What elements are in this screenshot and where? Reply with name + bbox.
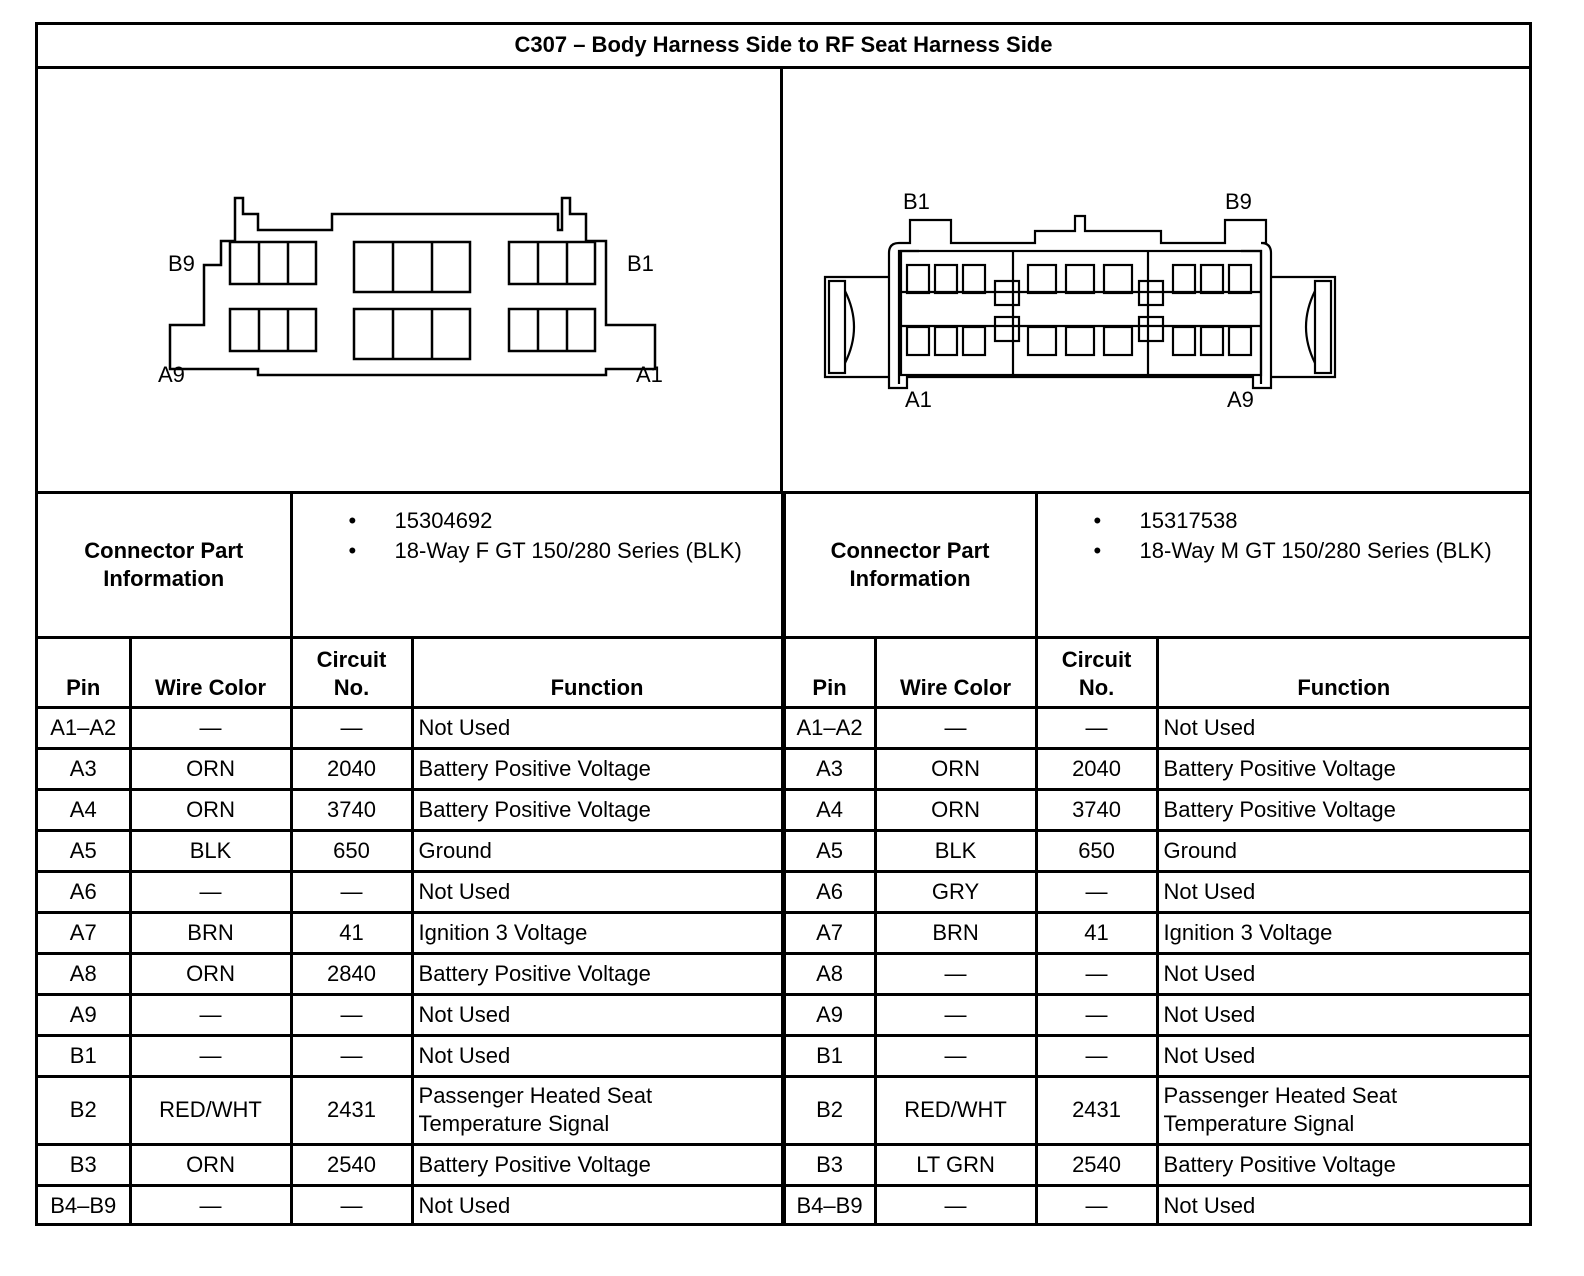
wire-color-cell: — [130, 871, 291, 912]
function-cell: Not Used [1157, 953, 1529, 994]
wire-color-cell: ORN [130, 953, 291, 994]
circuit-cell: 2540 [291, 1144, 412, 1185]
wire-color-cell: ORN [130, 1144, 291, 1185]
pin-cell: B3 [38, 1144, 130, 1185]
pin-cell: A5 [783, 830, 875, 871]
left-part-info [291, 494, 783, 637]
pin-cell: A1–A2 [38, 707, 130, 748]
right-part-info [1036, 494, 1529, 637]
column-header-row [38, 637, 1529, 707]
circuit-cell: 2431 [1036, 1076, 1157, 1144]
table-row [38, 1185, 1529, 1226]
pin-label-bottom-right: A1 [636, 362, 663, 387]
header-function: Function [1157, 637, 1529, 707]
function-cell: Ignition 3 Voltage [1157, 912, 1529, 953]
function-cell: Not Used [1157, 707, 1529, 748]
pin-cell: A9 [783, 994, 875, 1035]
pin-cell: A4 [783, 789, 875, 830]
pin-cell: A5 [38, 830, 130, 871]
wire-color-cell: ORN [130, 748, 291, 789]
function-cell: Ground [412, 830, 783, 871]
pin-cell: A7 [38, 912, 130, 953]
pinout-sheet [35, 22, 1532, 1226]
header-circuit: Circuit No. [1036, 637, 1157, 707]
circuit-cell: 2040 [1036, 748, 1157, 789]
wire-color-cell: ORN [875, 748, 1036, 789]
sheet-title: C307 – Body Harness Side to RF Seat Harness Side [38, 25, 1529, 69]
function-cell: Battery Positive Voltage [412, 1144, 783, 1185]
header-pin: Pin [783, 637, 875, 707]
right-cpi-label: Connector Part Information [783, 494, 1036, 637]
table-row [38, 748, 1529, 789]
pinout-table [38, 494, 1529, 1226]
circuit-cell: — [291, 871, 412, 912]
pin-label-top-left: B9 [168, 251, 195, 276]
pin-cell: A7 [783, 912, 875, 953]
wire-color-cell: — [130, 1185, 291, 1226]
function-cell: Not Used [412, 871, 783, 912]
table-row [38, 871, 1529, 912]
function-cell: Not Used [412, 1035, 783, 1076]
function-cell: Not Used [1157, 1185, 1529, 1226]
pin-label-bottom-left: A1 [905, 387, 932, 412]
circuit-cell: 2540 [1036, 1144, 1157, 1185]
circuit-cell: — [1036, 1035, 1157, 1076]
pin-cell: A1–A2 [783, 707, 875, 748]
circuit-cell: 2040 [291, 748, 412, 789]
circuit-cell: 2431 [291, 1076, 412, 1144]
pin-cell: B2 [38, 1076, 130, 1144]
pin-cell: A6 [783, 871, 875, 912]
wire-color-cell: — [130, 994, 291, 1035]
circuit-cell: — [291, 994, 412, 1035]
pin-cell: A8 [783, 953, 875, 994]
function-cell: Ignition 3 Voltage [412, 912, 783, 953]
pin-cell: B4–B9 [783, 1185, 875, 1226]
pin-cell: B3 [783, 1144, 875, 1185]
pin-cell: B1 [783, 1035, 875, 1076]
circuit-cell: 3740 [1036, 789, 1157, 830]
connector-part-info-row [38, 494, 1529, 637]
pin-cell: A6 [38, 871, 130, 912]
table-row [38, 707, 1529, 748]
circuit-cell: — [1036, 953, 1157, 994]
circuit-cell: — [1036, 994, 1157, 1035]
function-cell: Not Used [412, 1185, 783, 1226]
header-wire-color: Wire Color [875, 637, 1036, 707]
left-connector-diagram [38, 69, 783, 491]
function-cell: Battery Positive Voltage [1157, 1144, 1529, 1185]
pin-cell: A9 [38, 994, 130, 1035]
wire-color-cell: GRY [875, 871, 1036, 912]
circuit-cell: — [291, 1035, 412, 1076]
pin-label-top-left: B1 [903, 189, 930, 214]
function-cell: Battery Positive Voltage [1157, 748, 1529, 789]
header-function: Function [412, 637, 783, 707]
table-row [38, 953, 1529, 994]
function-cell: Battery Positive Voltage [412, 953, 783, 994]
circuit-cell: 650 [1036, 830, 1157, 871]
pin-label-top-right: B1 [627, 251, 654, 276]
circuit-cell: — [1036, 871, 1157, 912]
male-connector-face-drawing [783, 69, 1529, 494]
table-row [38, 1144, 1529, 1185]
function-cell: Not Used [412, 707, 783, 748]
female-connector-face-drawing [38, 69, 783, 494]
function-cell: Battery Positive Voltage [412, 789, 783, 830]
wire-color-cell: — [875, 953, 1036, 994]
circuit-cell: 2840 [291, 953, 412, 994]
pin-cell: A3 [38, 748, 130, 789]
function-cell: Not Used [1157, 994, 1529, 1035]
wire-color-cell: BRN [875, 912, 1036, 953]
wire-color-cell: — [130, 1035, 291, 1076]
wire-color-cell: RED/WHT [130, 1076, 291, 1144]
pin-cell: B1 [38, 1035, 130, 1076]
wire-color-cell: — [875, 994, 1036, 1035]
circuit-cell: — [1036, 707, 1157, 748]
circuit-cell: 3740 [291, 789, 412, 830]
left-part-number: • 15304692 [395, 506, 775, 536]
wire-color-cell: BRN [130, 912, 291, 953]
right-part-number: • 15317538 [1140, 506, 1524, 536]
function-cell: Ground [1157, 830, 1529, 871]
pin-label-bottom-right: A9 [1227, 387, 1254, 412]
pin-label-bottom-left: A9 [158, 362, 185, 387]
pin-cell: A3 [783, 748, 875, 789]
header-circuit: Circuit No. [291, 637, 412, 707]
wire-color-cell: — [875, 707, 1036, 748]
wire-color-cell: ORN [875, 789, 1036, 830]
circuit-cell: 41 [1036, 912, 1157, 953]
function-cell: Not Used [1157, 871, 1529, 912]
right-connector-diagram [783, 69, 1529, 491]
left-cpi-label: Connector Part Information [38, 494, 291, 637]
wire-color-cell: RED/WHT [875, 1076, 1036, 1144]
right-part-description: • 18-Way M GT 150/280 Series (BLK) [1140, 536, 1524, 566]
circuit-cell: 650 [291, 830, 412, 871]
header-pin: Pin [38, 637, 130, 707]
table-row [38, 994, 1529, 1035]
pin-label-top-right: B9 [1225, 189, 1252, 214]
function-cell: Not Used [412, 994, 783, 1035]
wire-color-cell: — [875, 1185, 1036, 1226]
circuit-cell: 41 [291, 912, 412, 953]
circuit-cell: — [291, 1185, 412, 1226]
function-cell: Battery Positive Voltage [1157, 789, 1529, 830]
table-row [38, 912, 1529, 953]
function-cell: Passenger Heated Seat Temperature Signal [412, 1076, 783, 1144]
wire-color-cell: BLK [875, 830, 1036, 871]
connector-diagrams [38, 69, 1529, 494]
pin-cell: A4 [38, 789, 130, 830]
table-row [38, 1076, 1529, 1144]
function-cell: Not Used [1157, 1035, 1529, 1076]
table-row [38, 789, 1529, 830]
wire-color-cell: LT GRN [875, 1144, 1036, 1185]
wire-color-cell: ORN [130, 789, 291, 830]
wire-color-cell: — [875, 1035, 1036, 1076]
circuit-cell: — [1036, 1185, 1157, 1226]
pin-cell: B4–B9 [38, 1185, 130, 1226]
table-row [38, 1035, 1529, 1076]
function-cell: Battery Positive Voltage [412, 748, 783, 789]
left-part-description: • 18-Way F GT 150/280 Series (BLK) [395, 536, 775, 566]
table-row [38, 830, 1529, 871]
pin-cell: B2 [783, 1076, 875, 1144]
wire-color-cell: BLK [130, 830, 291, 871]
circuit-cell: — [291, 707, 412, 748]
header-wire-color: Wire Color [130, 637, 291, 707]
function-cell: Passenger Heated Seat Temperature Signal [1157, 1076, 1529, 1144]
wire-color-cell: — [130, 707, 291, 748]
pin-cell: A8 [38, 953, 130, 994]
